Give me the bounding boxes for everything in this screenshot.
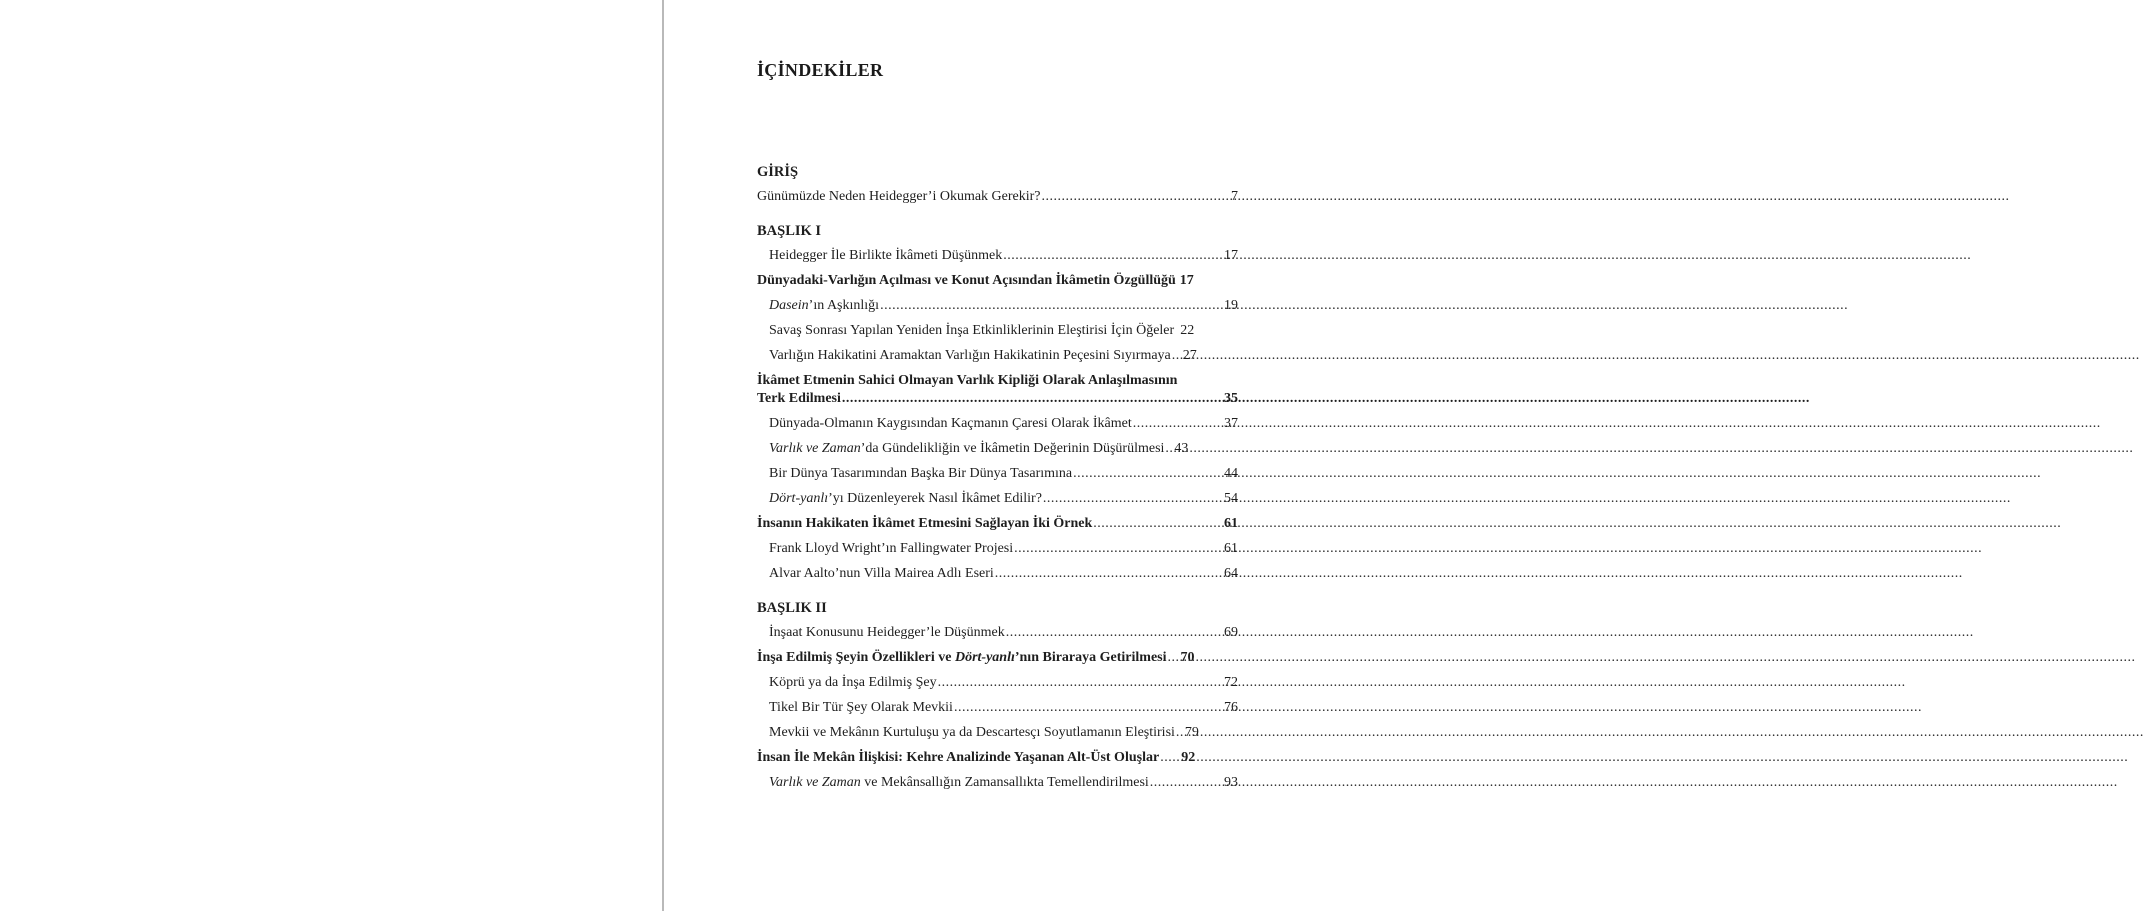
dot-leader — [1042, 188, 1230, 206]
page-number: 69 — [1224, 625, 1238, 640]
toc-entry[interactable]: Varlığın Hakikatini Aramaktan Varlığın Hakikatinin Peçesini Sıyırmaya ..... 27 — [757, 347, 1238, 365]
page-number: 93 — [1224, 775, 1238, 790]
table-of-contents — [757, 163, 1238, 792]
toc-entry[interactable]: İnşaat Konusunu Heidegger’le Düşünmek ..... 69 — [757, 624, 1238, 642]
page-number: 54 — [1224, 491, 1238, 506]
dot-leader — [1014, 540, 1223, 558]
toc-chapter-entry[interactable]: Dünyadaki-Varlığın Açılması ve Konut Açısından İkâmetin Özgüllüğü 17 — [757, 273, 1194, 288]
dot-leader — [1172, 347, 1182, 365]
page-number: 27 — [1182, 348, 1197, 363]
dot-leader — [938, 674, 1223, 692]
page-number: 79 — [1184, 725, 1199, 740]
page-number: 7 — [1231, 189, 1238, 204]
dot-leader — [954, 699, 1223, 717]
toc-entry[interactable]: Bir Dünya Tasarımından Başka Bir Dünya Tasarımına ..... 44 — [757, 465, 1238, 483]
dot-leader — [1073, 465, 1223, 483]
page-number: 37 — [1224, 416, 1238, 431]
toc-chapter-entry[interactable]: İnsan İle Mekân İlişkisi: Kehre Analizinde Yaşanan Alt-Üst Oluşlar ..... 92 — [757, 749, 1238, 767]
toc-entry[interactable]: Dört-yanlı’yı Düzenleyerek Nasıl İkâmet Edilir? ..... 54 — [757, 490, 1238, 508]
toc-entry[interactable]: Frank Lloyd Wright’ın Fallingwater Projesi ..... 61 — [757, 540, 1238, 558]
dot-leader — [1160, 749, 1180, 767]
section-heading-baslik-1: BAŞLIK I — [757, 223, 822, 239]
dot-leader — [1168, 649, 1180, 667]
toc-chapter-entry[interactable]: İnsanın Hakikaten İkâmet Etmesini Sağlayan İki Örnek ..... 61 — [757, 515, 1238, 533]
page-number: 17 — [1179, 273, 1194, 288]
toc-entry[interactable]: Tikel Bir Tür Şey Olarak Mevkii ..... 76 — [757, 699, 1238, 717]
dot-leader — [1176, 724, 1184, 742]
dot-leader — [1006, 624, 1223, 642]
toc-entry[interactable]: Heidegger İle Birlikte İkâmeti Düşünmek ..... 17 — [757, 247, 1238, 265]
page-number: 44 — [1224, 466, 1238, 481]
toc-entry[interactable]: Savaş Sonrası Yapılan Yeniden İnşa Etkinliklerinin Eleştirisi İçin Öğeler 22 — [769, 323, 1195, 338]
section-heading-giris: GİRİŞ — [757, 164, 799, 180]
toc-title: İÇİNDEKİLER — [757, 60, 884, 80]
right-page — [664, 0, 1331, 911]
page-number: 19 — [1224, 298, 1238, 313]
dot-leader — [1003, 247, 1223, 265]
dot-leader — [842, 390, 1223, 408]
page-number: 61 — [1224, 541, 1238, 556]
page-number: 72 — [1224, 675, 1238, 690]
toc-entry[interactable]: Dünyada-Olmanın Kaygısından Kaçmanın Çaresi Olarak İkâmet ..... 37 — [757, 415, 1238, 433]
toc-chapter-entry[interactable]: İnşa Edilmiş Şeyin Özellikleri ve Dört-yanlı’nın Biraraya Getirilmesi ..... 70 — [757, 649, 1238, 667]
page-number: 22 — [1180, 323, 1195, 338]
page-number: 17 — [1224, 248, 1238, 263]
page-number: 61 — [1224, 516, 1238, 531]
page-number: 35 — [1224, 391, 1238, 406]
toc-chapter-entry[interactable]: İkâmet Etmenin Sahici Olmayan Varlık Kipliği Olarak Anlaşılmasının Terk Edilmesi ..... 35 — [757, 372, 1238, 408]
toc-entry[interactable]: Mevkii ve Mekânın Kurtuluşu ya da Descartesçı Soyutlamanın Eleştirisi ..... 79 — [757, 724, 1238, 742]
page-number: 70 — [1180, 650, 1195, 665]
toc-entry[interactable]: Varlık ve Zaman’da Gündelikliğin ve İkâmetin Değerinin Düşürülmesi ..... 43 — [757, 440, 1238, 458]
page-number: 64 — [1224, 566, 1238, 581]
dot-leader — [1165, 440, 1173, 458]
toc-entry[interactable]: Günümüzde Neden Heidegger’i Okumak Gerekir? ..... 7 — [757, 188, 1238, 206]
left-blank-page — [0, 0, 662, 911]
page-number: 92 — [1181, 750, 1196, 765]
dot-leader — [1150, 774, 1223, 792]
toc-entry[interactable]: Köprü ya da İnşa Edilmiş Şey ..... 72 — [757, 674, 1238, 692]
section-heading-baslik-2: BAŞLIK II — [757, 600, 827, 616]
dot-leader — [1093, 515, 1223, 533]
toc-entry[interactable]: Dasein’ın Aşkınlığı ..... 19 — [757, 297, 1238, 315]
dot-leader — [880, 297, 1223, 315]
toc-entry[interactable]: Varlık ve Zaman ve Mekânsallığın Zamansallıkta Temellendirilmesi ..... 93 — [757, 774, 1238, 792]
page-number: 76 — [1224, 700, 1238, 715]
dot-leader — [1043, 490, 1223, 508]
page-number: 43 — [1174, 441, 1189, 456]
toc-entry[interactable]: Alvar Aalto’nun Villa Mairea Adlı Eseri ..... 64 — [757, 565, 1238, 583]
dot-leader — [995, 565, 1223, 583]
dot-leader — [1133, 415, 1223, 433]
